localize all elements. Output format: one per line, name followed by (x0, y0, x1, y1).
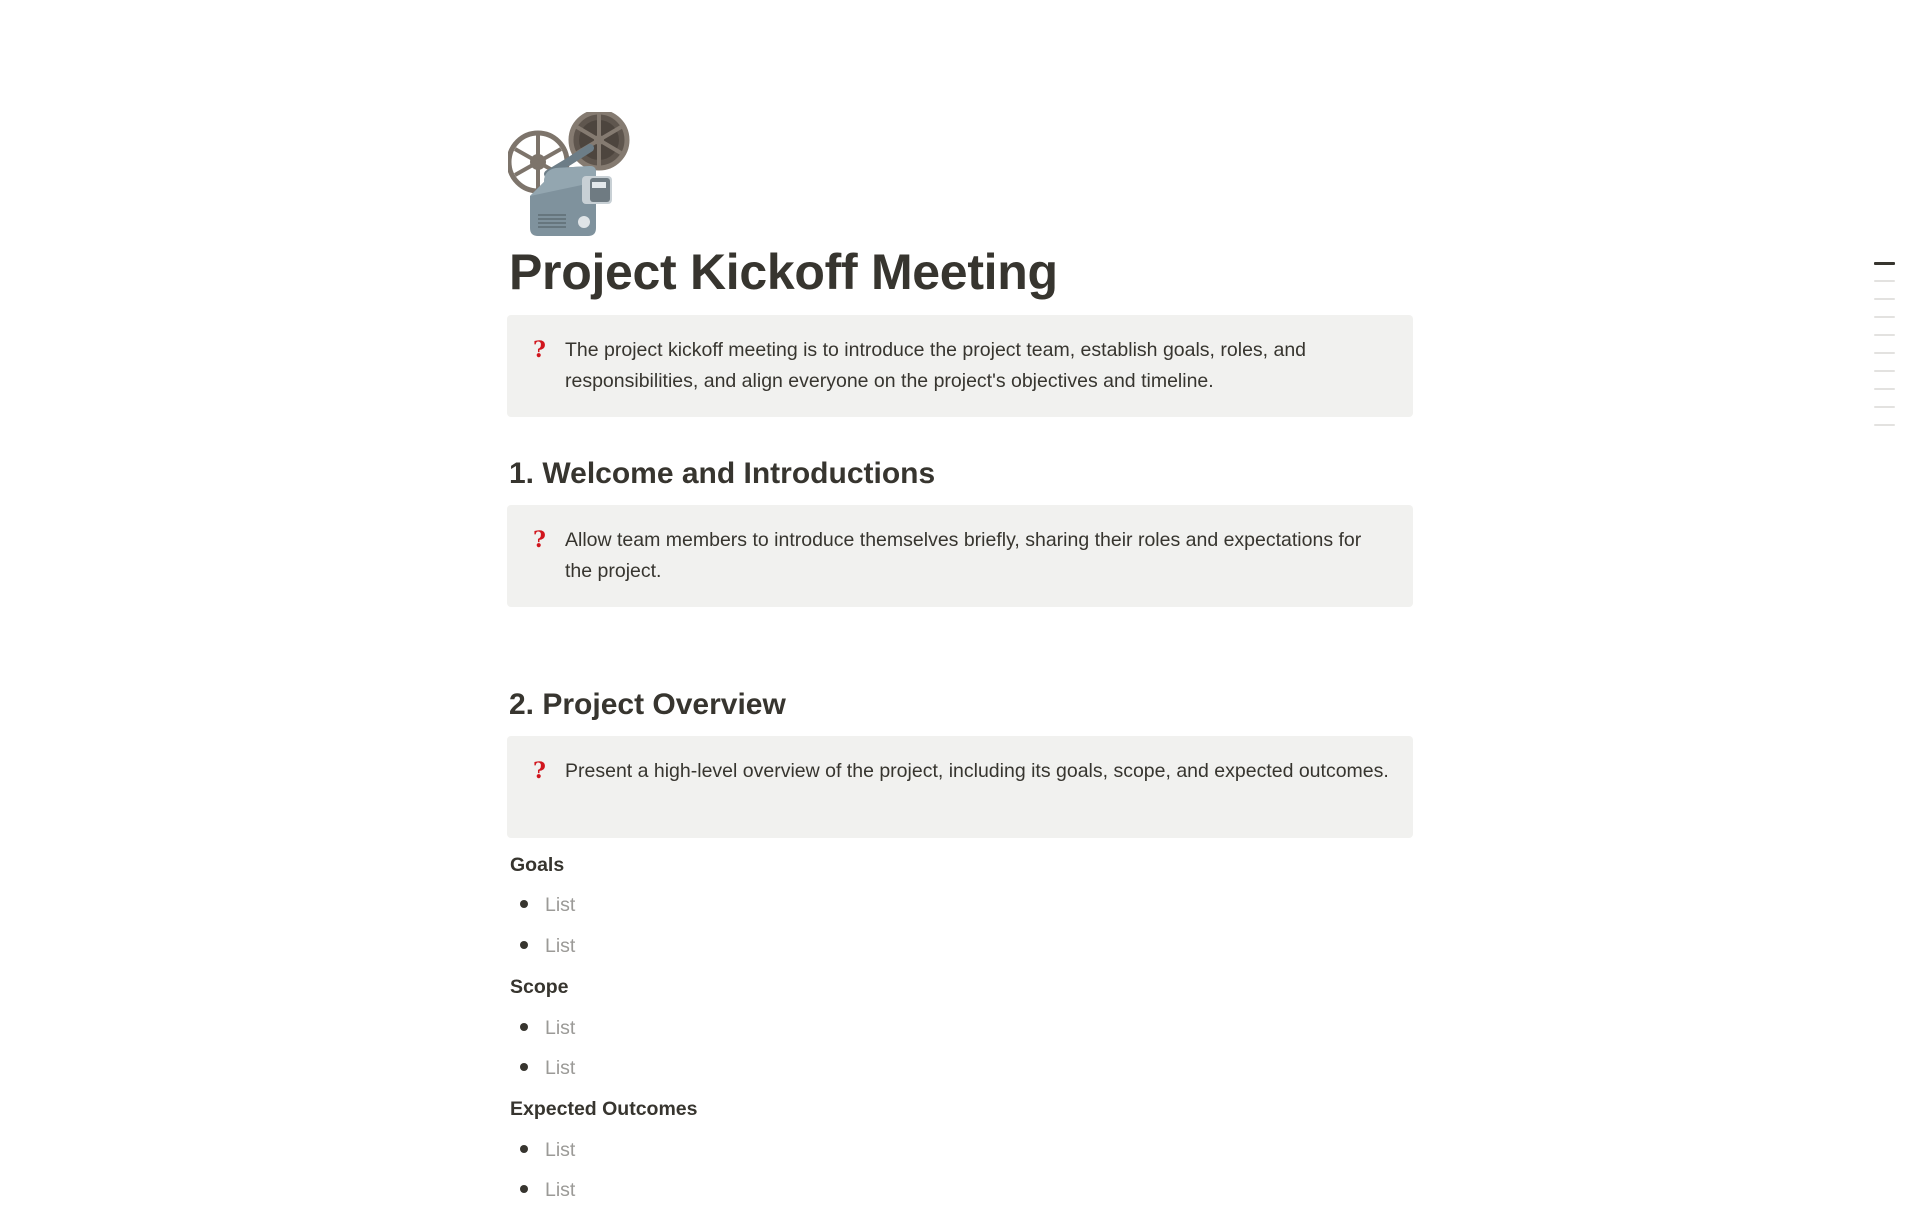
list-item[interactable] (520, 1135, 575, 1165)
list-item[interactable] (520, 890, 575, 920)
list-item[interactable] (520, 1013, 575, 1043)
toc-marker[interactable] (1874, 334, 1895, 336)
question-mark-icon[interactable]: ? (533, 527, 546, 553)
toc-marker[interactable] (1874, 388, 1895, 390)
bullet-icon (520, 1185, 528, 1193)
overview-callout[interactable] (507, 736, 1413, 838)
list-item-text[interactable]: List (545, 1017, 576, 1039)
bullet-icon (520, 1145, 528, 1153)
list-item[interactable] (520, 1175, 575, 1205)
page-title[interactable]: Project Kickoff Meeting (509, 244, 1058, 300)
bullet-icon (520, 941, 528, 949)
list-item-text[interactable]: List (545, 894, 576, 916)
toc-marker[interactable] (1874, 280, 1895, 282)
subheading-scope[interactable]: Scope (510, 976, 569, 998)
toc-marker[interactable] (1874, 424, 1895, 426)
question-mark-icon[interactable]: ? (533, 337, 546, 363)
question-mark-icon[interactable]: ? (533, 758, 546, 784)
list-item-text[interactable]: List (545, 1057, 576, 1079)
subheading-goals[interactable]: Goals (510, 854, 565, 876)
list-item-text[interactable]: List (545, 935, 576, 957)
toc-marker[interactable] (1874, 406, 1895, 408)
toc-marker[interactable] (1874, 352, 1895, 354)
toc-marker[interactable] (1874, 298, 1895, 300)
bullet-icon (520, 1063, 528, 1071)
welcome-callout[interactable] (507, 505, 1413, 607)
film-projector-icon[interactable] (508, 112, 632, 236)
bullet-icon (520, 900, 528, 908)
subheading-expected-outcomes[interactable]: Expected Outcomes (510, 1098, 698, 1120)
list-item[interactable] (520, 1053, 575, 1083)
list-item[interactable] (520, 931, 575, 961)
callout-text[interactable]: The project kickoff meeting is to introduce the project team, establish goals, roles, and responsibilities, and align everyone on the project's objectives and timeline. (565, 339, 1307, 392)
callout-text[interactable]: Present a high-level overview of the project, including its goals, scope, and expected outcomes. (565, 760, 1389, 782)
list-item-text[interactable]: List (545, 1179, 576, 1201)
section-heading-welcome[interactable]: 1. Welcome and Introductions (509, 457, 936, 490)
section-heading-project-overview[interactable]: 2. Project Overview (509, 688, 786, 721)
toc-marker-active[interactable] (1874, 262, 1895, 265)
list-item-text[interactable]: List (545, 1139, 576, 1161)
toc-marker[interactable] (1874, 370, 1895, 372)
bullet-icon (520, 1023, 528, 1031)
toc-marker[interactable] (1874, 316, 1895, 318)
intro-callout[interactable] (507, 315, 1413, 417)
callout-text[interactable]: Allow team members to introduce themselves briefly, sharing their roles and expectations for the project. (565, 529, 1362, 582)
